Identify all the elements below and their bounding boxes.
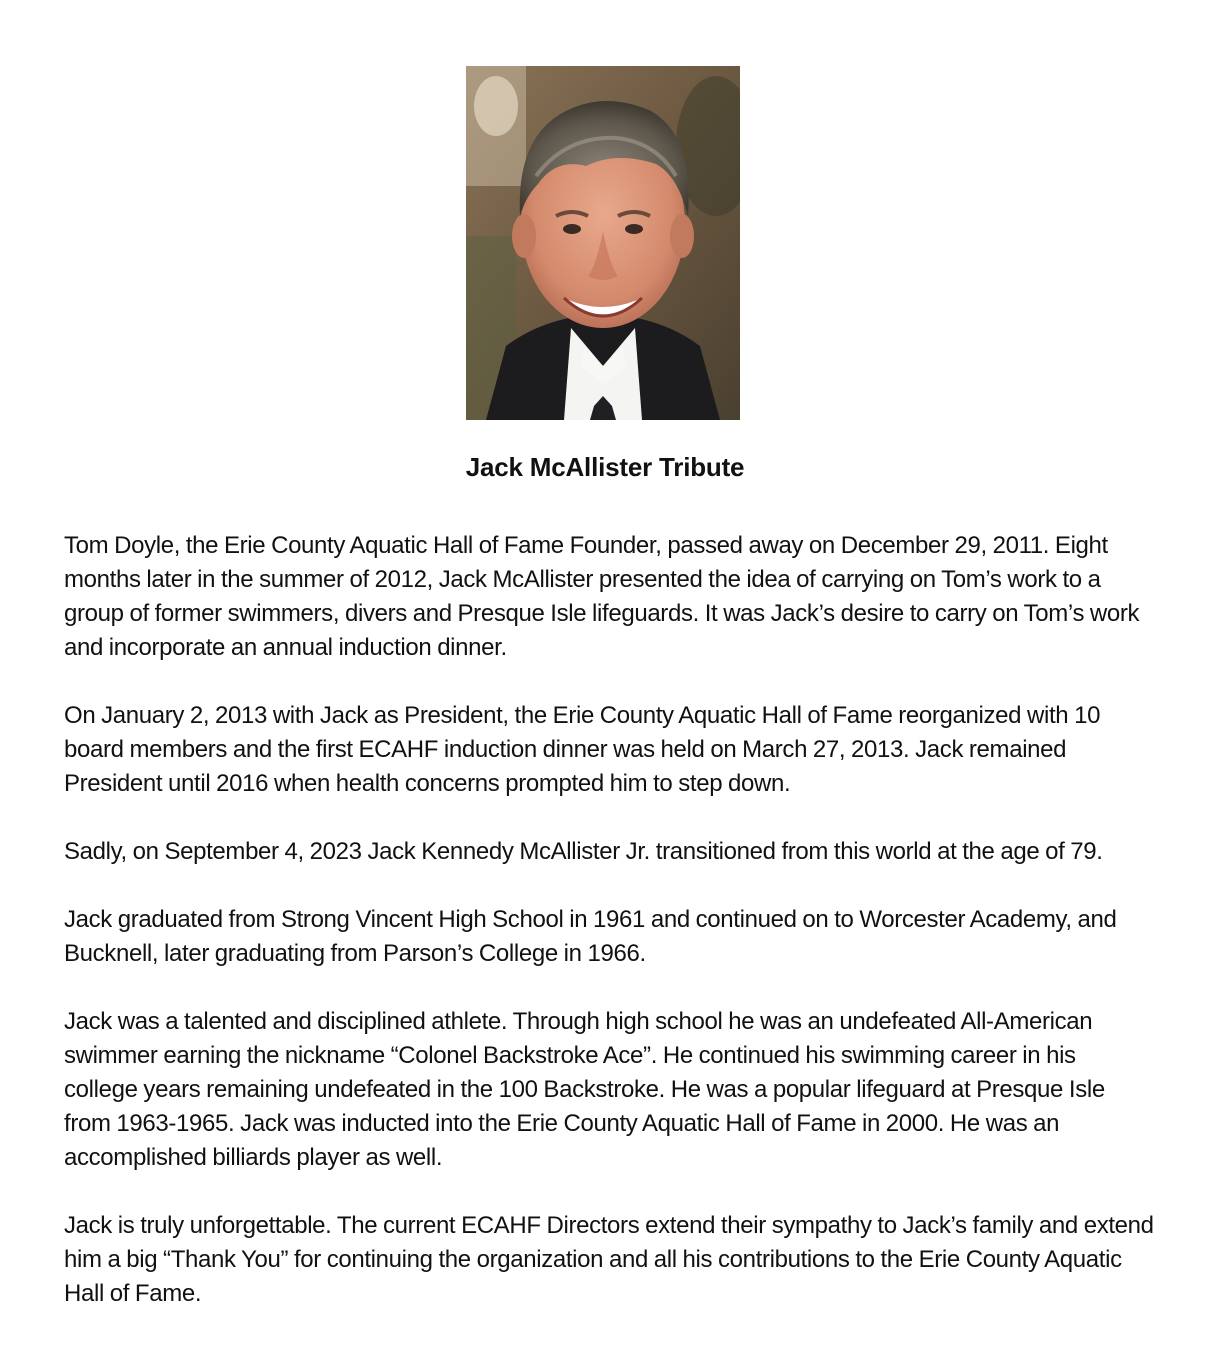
paragraph-education: Jack graduated from Strong Vincent High School in 1961 and continued on to Worcester Academy, and Bucknell, later graduating from Parson’s College in 1966. [64, 906, 1117, 967]
paragraph-founding: Tom Doyle, the Erie County Aquatic Hall of Fame Founder, passed away on December 29, 2011. Eight months later in the summer of 2012, Jack McAllister presented the idea of carrying on Tom’s work to a group of former swimmers, divers and Presque Isle lifeguards. It was Jack’s desire to carry on Tom’s work and incorporate an annual induction dinner. [64, 532, 1140, 661]
paragraph-closing: Jack is truly unforgettable. The current ECAHF Directors extend their sympathy to Jack’s family and extend him a big “Thank You” for continuing the organization and all his contributions to the Erie County Aquatic Hall of Fame. [64, 1212, 1154, 1307]
portrait-photo [466, 66, 740, 420]
paragraph-passing: Sadly, on September 4, 2023 Jack Kennedy McAllister Jr. transitioned from this world at the age of 79. [64, 838, 1103, 865]
paragraph-reorganization: On January 2, 2013 with Jack as President, the Erie County Aquatic Hall of Fame reorganized with 10 board members and the first ECAHF induction dinner was held on March 27, 2013. Jack remained President until 2016 when health concerns prompted him to step down. [64, 702, 1101, 797]
page-title: Jack McAllister Tribute [465, 452, 745, 482]
tribute-body [64, 529, 1154, 1345]
paragraph-athletics: Jack was a talented and disciplined athlete. Through high school he was an undefeated All-American swimmer earning the nickname “Colonel Backstroke Ace”. He continued his swimming career in his college years remaining undefeated in the 100 Backstroke. He was a popular lifeguard at Presque Isle from 1963-1965. Jack was inducted into the Erie County Aquatic Hall of Fame in 2000. He was an accomplished billiards player as well. [64, 1008, 1105, 1171]
